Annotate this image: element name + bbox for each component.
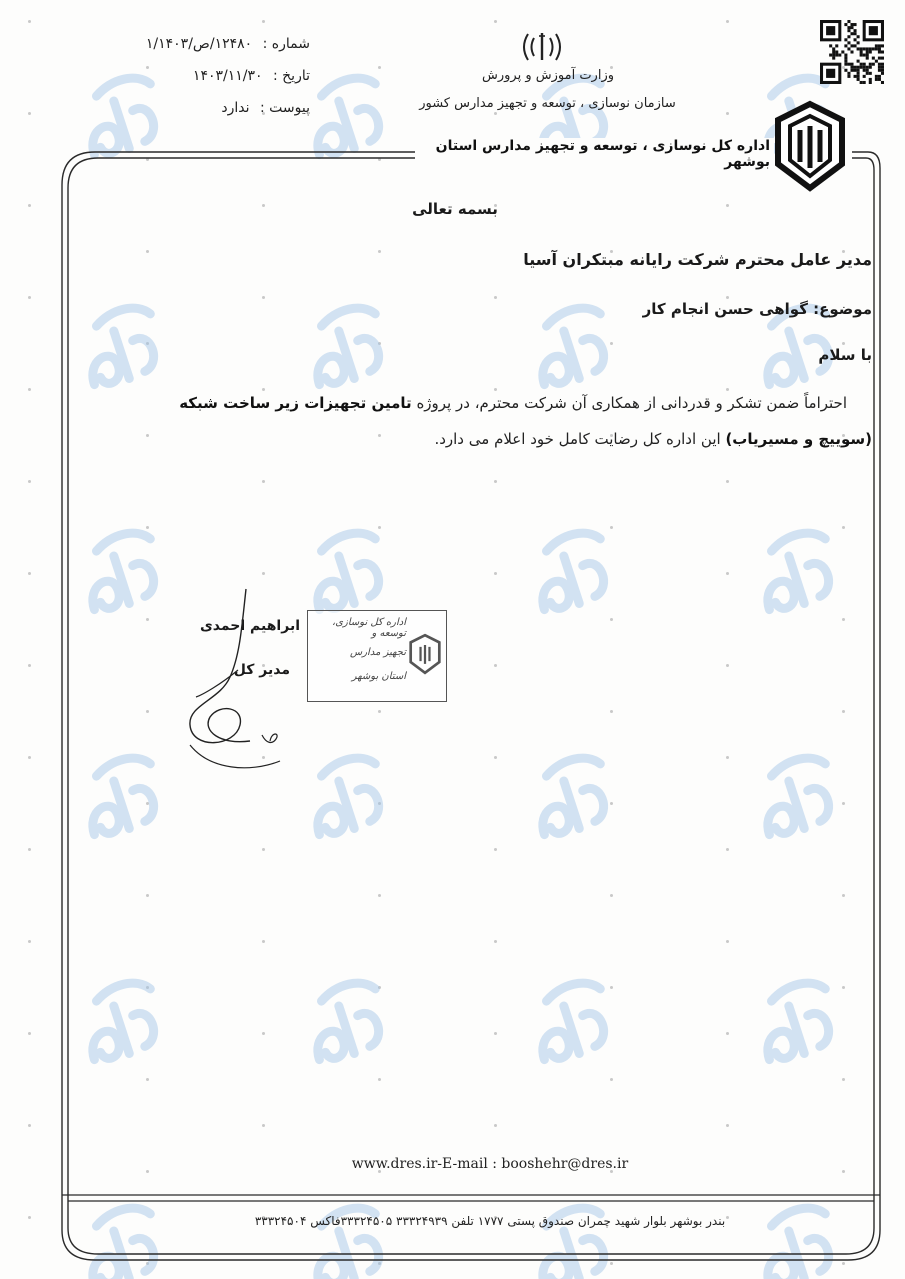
salutation-heading: بسمه تعالی: [412, 200, 498, 218]
school-renovation-logo-icon: [772, 100, 848, 192]
letter-body-line1: [95, 386, 847, 420]
number-label: شماره :: [262, 36, 310, 52]
body-bold1: تامین تجهیزات زیر ساخت شبکه: [179, 394, 412, 412]
directorate-title: اداره کل نوسازی ، توسعه و تجهیز مدارس استان بوشهر: [418, 138, 774, 170]
footer-web-email: www.dres.ir-E-mail : booshehr@dres.ir: [351, 1156, 629, 1172]
attachment-label: پیوست :: [260, 100, 310, 116]
number-value: ۱۲۴۸۰/ص/۱/۱۴۰۳: [145, 36, 253, 52]
date-row: [150, 60, 310, 92]
signatory-title: مدیر کل: [233, 662, 290, 678]
letter-meta: [145, 28, 310, 124]
letter-body-line2: [95, 422, 872, 456]
body-part1: احتراماً ضمن تشکر و قدردانی از همکاری آن شرکت محترم، در پروژه: [416, 394, 847, 412]
number-row: [145, 28, 310, 60]
date-value: ۱۴۰۳/۱۱/۳۰: [192, 68, 263, 84]
attachment-value: ندارد: [221, 100, 250, 116]
ministry-name: وزارت آموزش و پرورش: [481, 68, 614, 83]
footer-address: بندر بوشهر بلوار شهید چمران صندوق پستی ۱۷۷۷ تلفن ۳۳۳۲۴۹۳۹ ۳۳۳۲۴۵۰۵فاکس ۳۳۳۲۴۵۰۴: [254, 1214, 726, 1228]
subject-line: [420, 300, 872, 318]
recipient: مدیر عامل محترم شرکت رایانه مبتکران آسیا: [523, 250, 872, 269]
greeting: با سلام: [818, 346, 872, 364]
official-stamp: [307, 610, 447, 702]
qr-code: [820, 20, 884, 84]
body-bold2: (سوییچ و مسیریاب): [725, 430, 872, 448]
iran-emblem-icon: [518, 30, 566, 64]
stamp-line2: تجهیز مدارس: [350, 647, 406, 658]
stamp-line3: استان بوشهر: [351, 671, 406, 682]
signatory-name: ابراهیم احمدی: [199, 618, 300, 634]
attachment-row: [150, 92, 310, 124]
subject-label: موضوع:: [813, 300, 872, 318]
subject-value: گواهی حسن انجام کار: [642, 300, 808, 318]
stamp-logo-icon: [408, 633, 442, 675]
date-label: تاریخ :: [272, 68, 310, 84]
handwritten-signature: [180, 585, 290, 775]
stamp-line1: اداره کل نوسازی، توسعه و: [331, 617, 406, 639]
body-part2: این اداره کل رضایت کامل خود اعلام می دارد.: [434, 430, 721, 448]
organization-name: سازمان نوسازی ، توسعه و تجهیز مدارس کشور: [419, 96, 676, 111]
